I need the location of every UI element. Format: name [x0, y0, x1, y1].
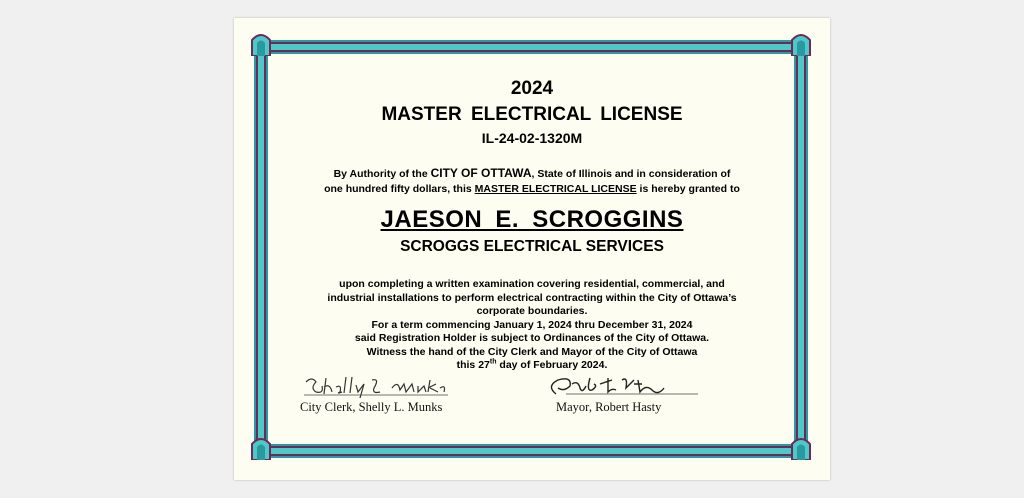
- issue-date-ordinal: th: [489, 358, 497, 366]
- clerk-signature-label: City Clerk, Shelly L. Munks: [300, 400, 443, 414]
- license-terms: [234, 278, 830, 373]
- issue-date-text: this 27: [456, 359, 490, 371]
- authority-text: By Authority of the: [333, 168, 431, 180]
- company-name: SCROGGS ELECTRICAL SERVICES: [400, 238, 664, 255]
- license-number: IL-24-02-1320M: [481, 130, 583, 146]
- terms-line: Witness the hand of the City Clerk and Mayor of the City of Ottawa: [366, 345, 698, 358]
- license-year: 2024: [510, 78, 554, 99]
- authority-city: CITY OF OTTAWA: [430, 166, 532, 180]
- terms-line: industrial installations to perform electrical contracting within the City of Ottawa’s: [327, 291, 737, 304]
- terms-line: said Registration Holder is subject to Ordinances of the City of Ottawa.: [354, 332, 710, 344]
- terms-line: upon completing a written examination covering residential, commercial, and: [339, 278, 725, 290]
- terms-line: For a term commencing January 1, 2024 thru December 31, 2024: [371, 318, 693, 331]
- license-title: MASTER ELECTRICAL LICENSE: [381, 104, 683, 125]
- certificate-paper: [234, 18, 830, 480]
- terms-line: corporate boundaries.: [476, 305, 588, 317]
- issue-date-line: [234, 359, 830, 373]
- authority-text: is hereby granted to: [636, 183, 740, 195]
- issue-date-text: day of February 2024.: [496, 359, 608, 371]
- authority-text: one hundred fifty dollars, this: [324, 183, 475, 195]
- clerk-signature-image: [302, 374, 452, 400]
- authority-statement: [234, 166, 830, 197]
- authority-text: , State of Illinois and in consideration of: [531, 168, 731, 180]
- mayor-signature-image: [542, 374, 702, 400]
- mayor-signature-label: Mayor, Robert Hasty: [556, 400, 662, 414]
- authority-license-type: MASTER ELECTRICAL LICENSE: [474, 183, 637, 195]
- license-holder-name: JAESON E. SCROGGINS: [380, 206, 684, 233]
